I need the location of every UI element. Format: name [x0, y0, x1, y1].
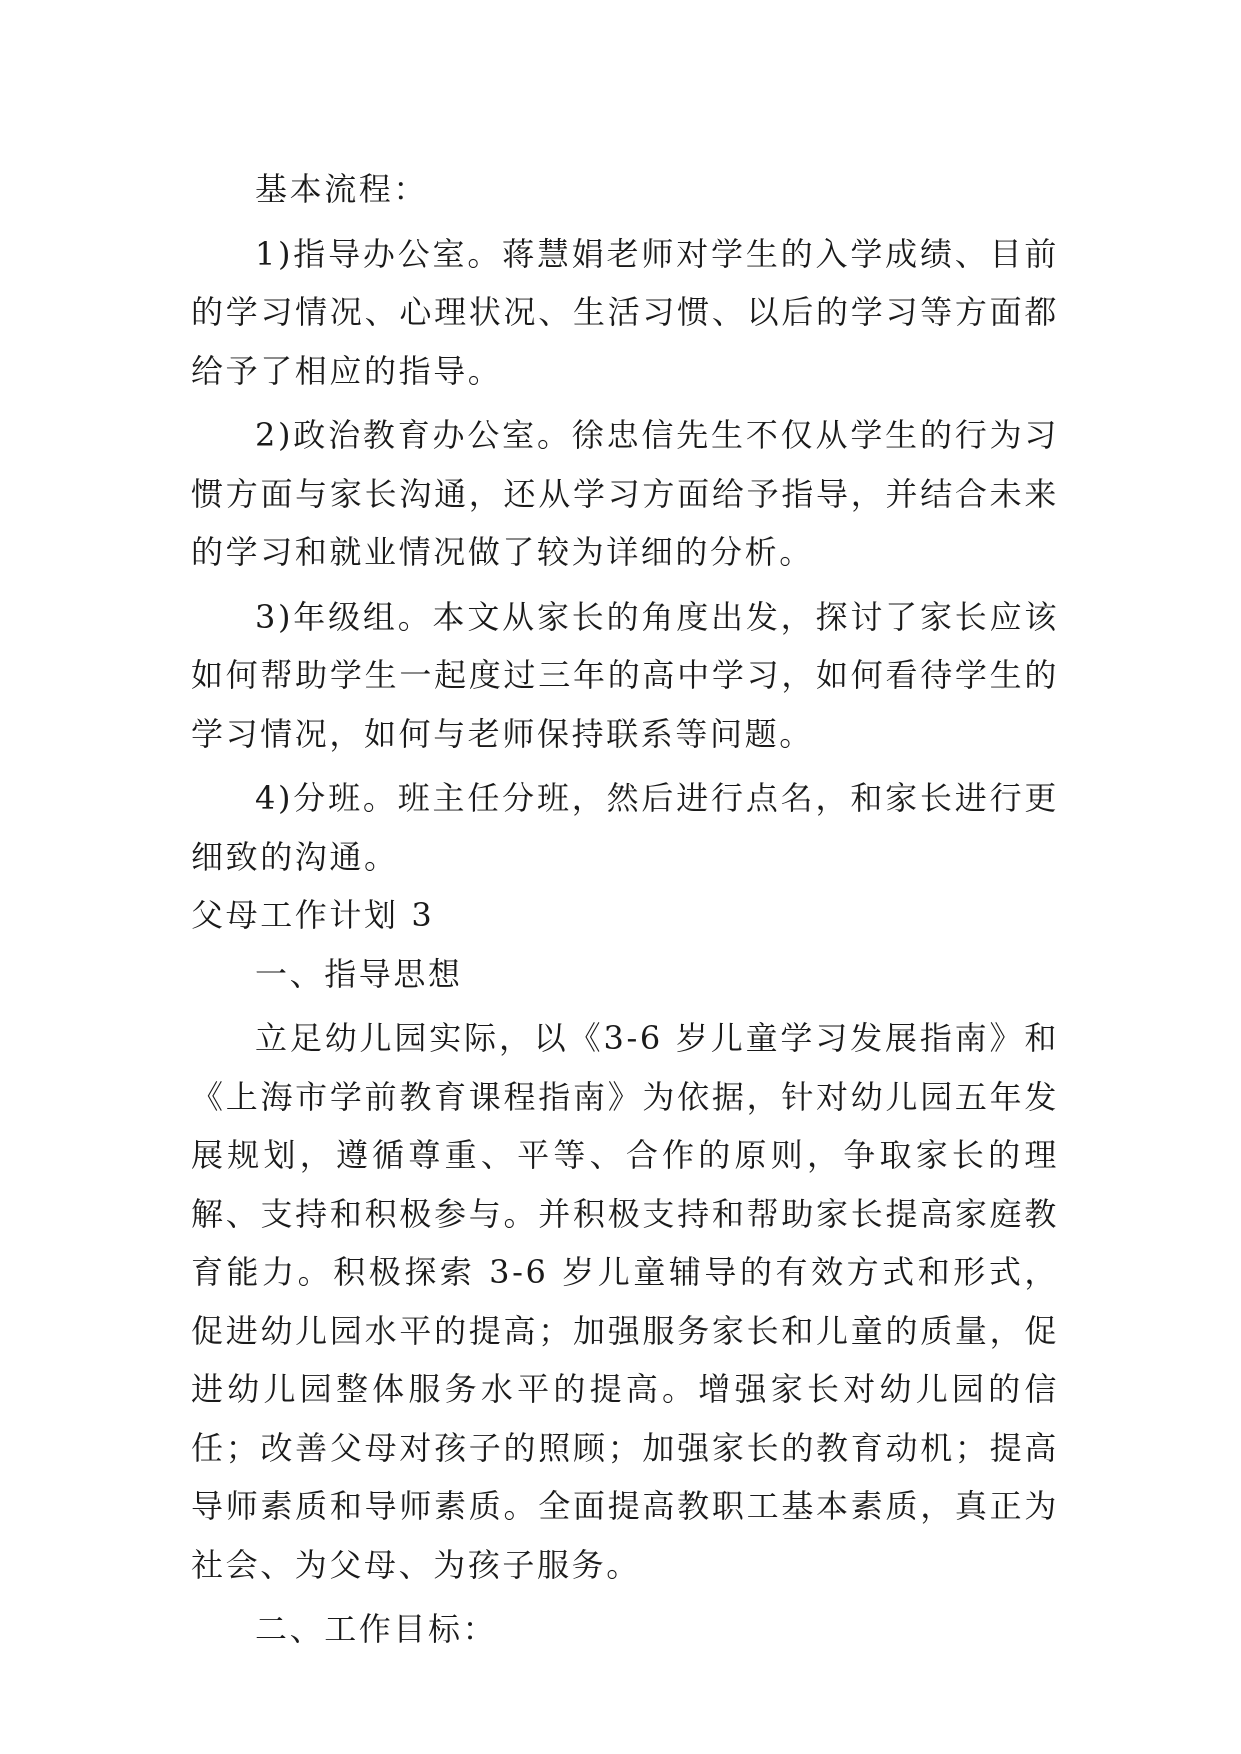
paragraph-guiding-thought: 立足幼儿园实际，以《3-6 岁儿童学习发展指南》和《上海市学前教育课程指南》为依据，针对幼儿园五年发展规划，遵循尊重、平等、合作的原则，争取家长的理解、支持和积极参与。并积极支持和帮助家长提高家庭教育能力。积极探索 3-6 岁儿童辅导的有效方式和形式，促进幼儿园水平的提高；加强服务家长和儿童的质量，促进幼儿园整体服务水平的提高。增强家长对幼儿园的信任；改善父母对孩子的照顾；加强家长的教育动机；提高导师素质和导师素质。全面提高教职工基本素质，真正为社会、为父母、为孩子服务。: [191, 1019, 1059, 1584]
paragraph-step-3: 3)年级组。本文从家长的角度出发，探讨了家长应该如何帮助学生一起度过三年的高中学习，如何看待学生的学习情况，如何与老师保持联系等问题。: [191, 597, 1059, 753]
subheading-work-goals: 二、工作目标：: [255, 1610, 498, 1648]
paragraph-step-4: 4)分班。班主任分班，然后进行点名，和家长进行更细致的沟通。: [191, 779, 1059, 876]
paragraph-step-2: 2)政治教育办公室。徐忠信先生不仅从学生的行为习惯方面与家长沟通，还从学习方面给予指导，并结合未来的学习和就业情况做了较为详细的分析。: [191, 416, 1059, 571]
document-body: [191, 160, 1059, 1659]
paragraph-step-1: 1)指导办公室。蒋慧娟老师对学生的入学成绩、目前的学习情况、心理状况、生活习惯、以后的学习等方面都给予了相应的指导。: [191, 234, 1059, 390]
section-title: 父母工作计划 3: [191, 896, 435, 934]
paragraph-basic-process: 基本流程：: [255, 170, 429, 208]
subheading-guiding-thought: 一、指导思想: [255, 954, 463, 993]
